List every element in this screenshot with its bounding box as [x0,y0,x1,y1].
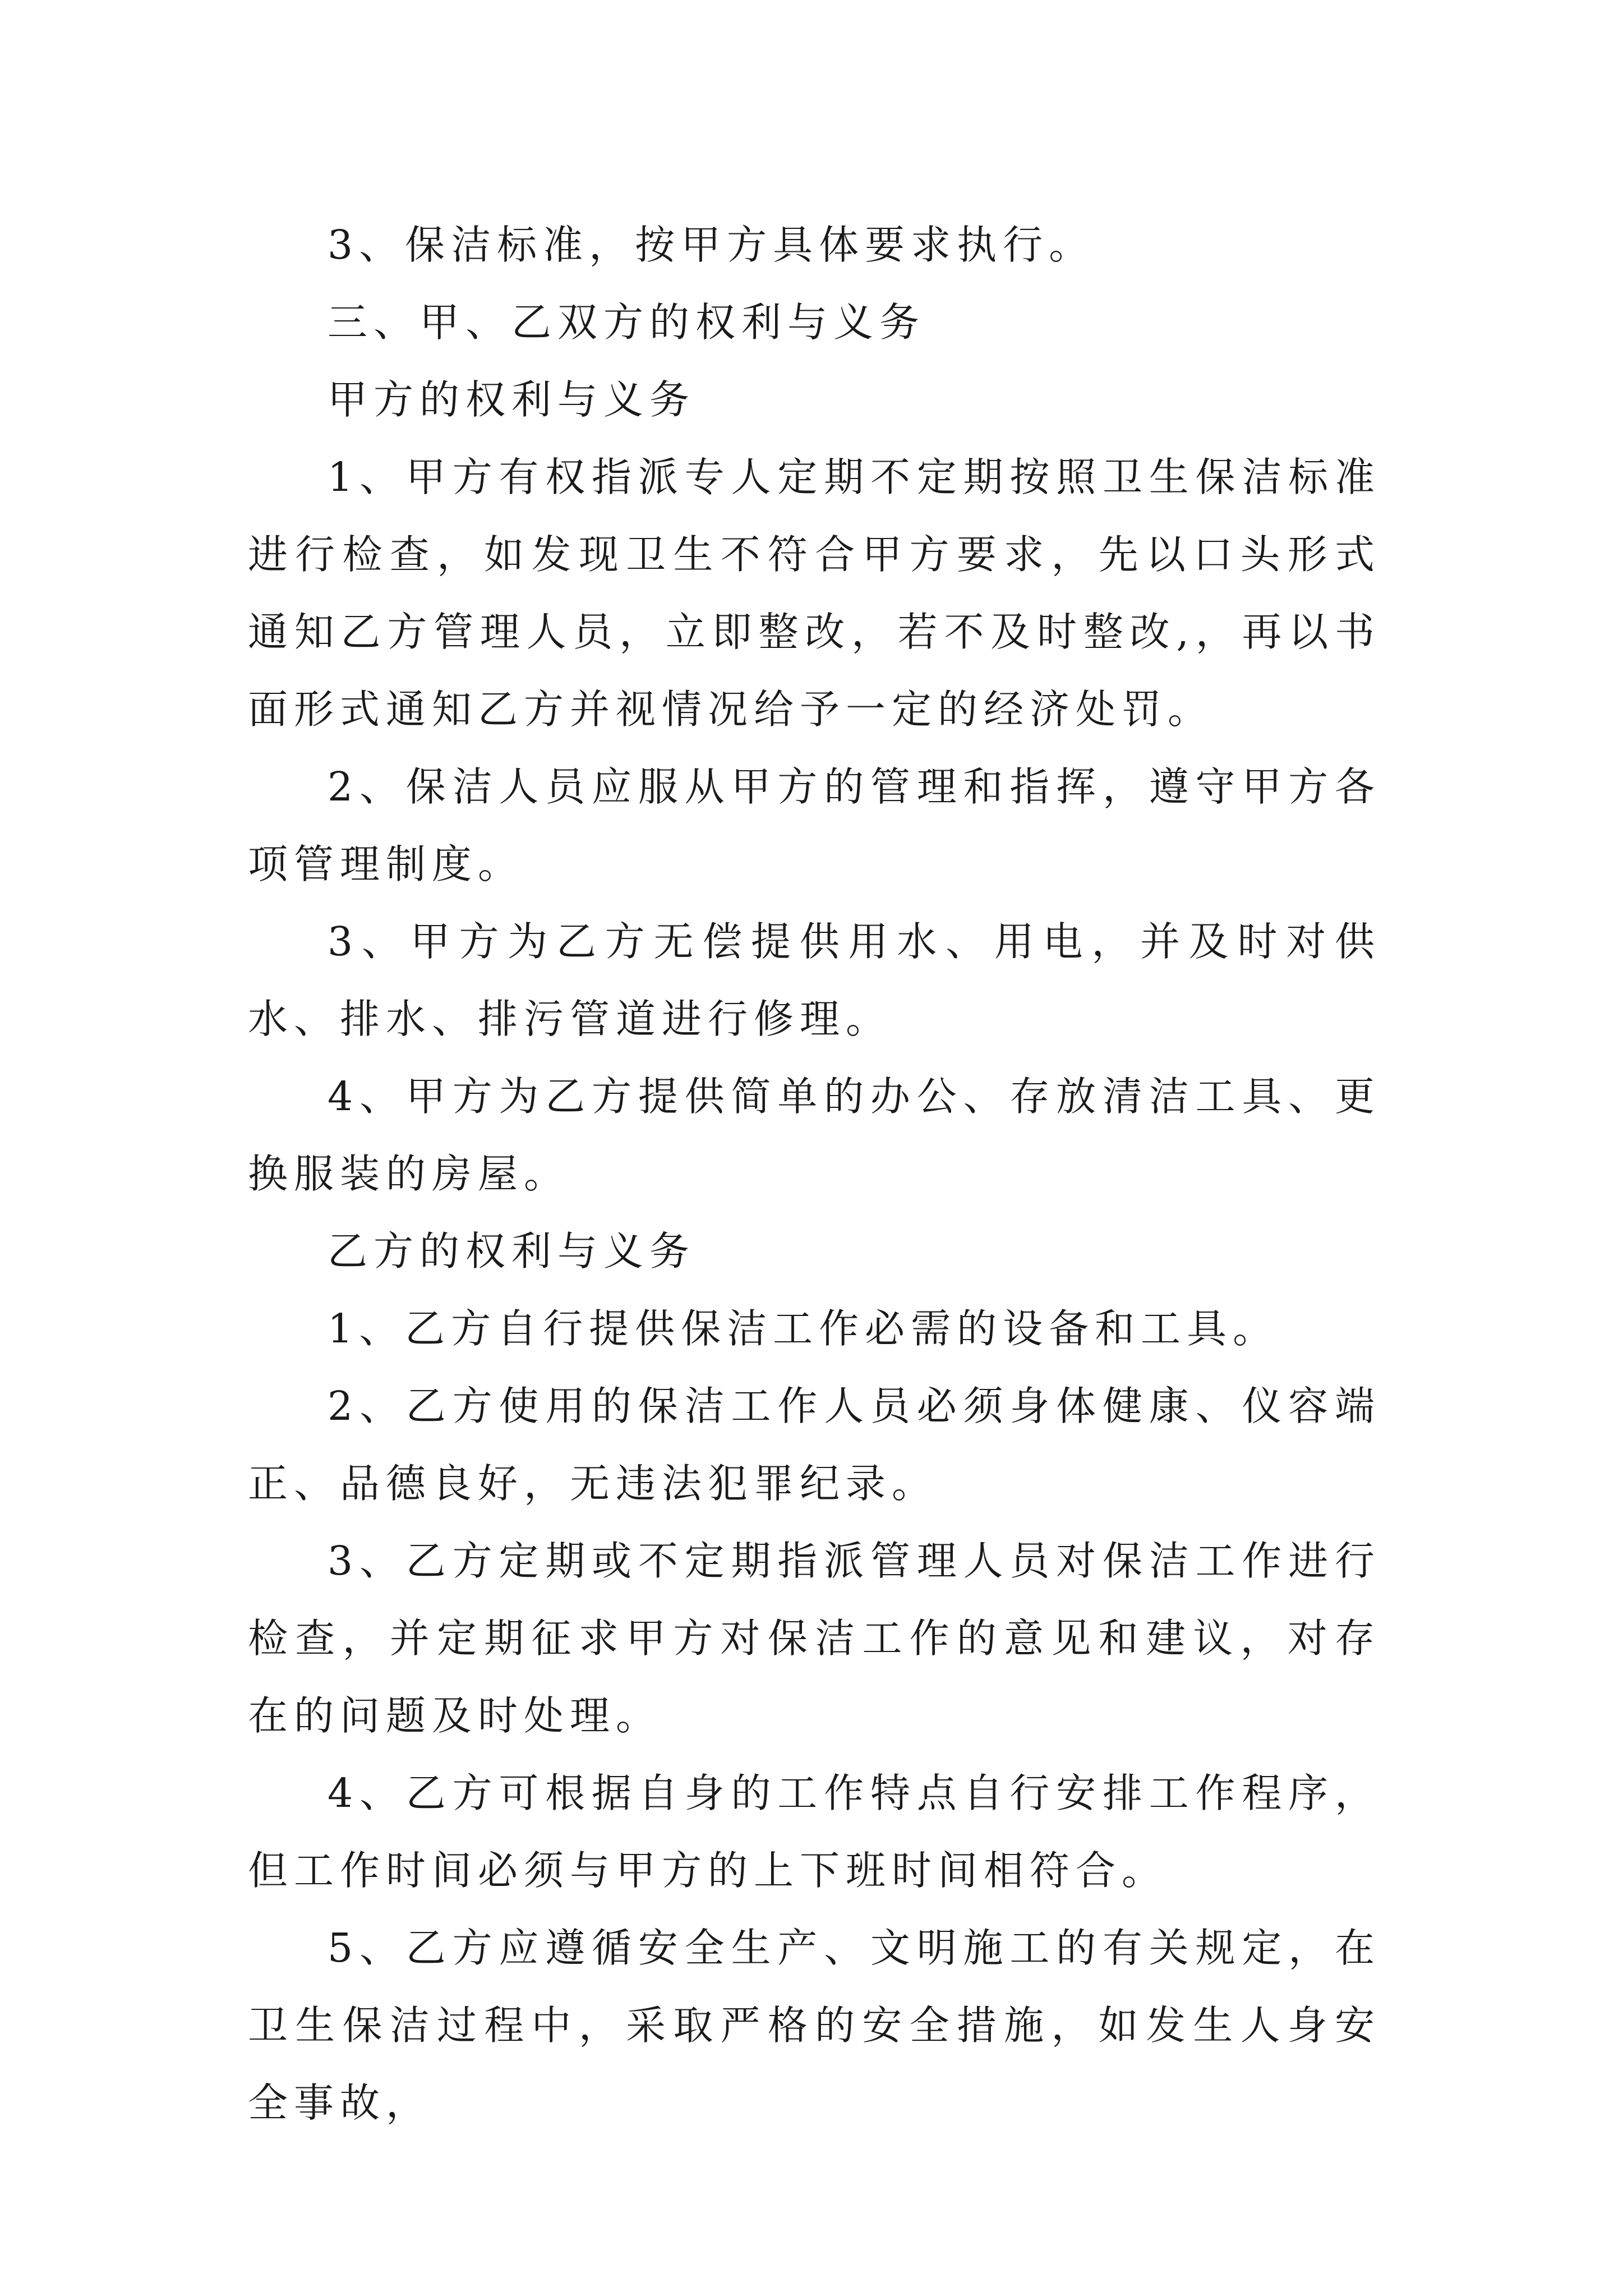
paragraph-party-b-item-4: 4、乙方可根据自身的工作特点自行安排工作程序，但工作时间必须与甲方的上下班时间相符合。 [248,1770,1381,1894]
paragraph-cleaning-standard: 3、保洁标准，按甲方具体要求执行。 [328,222,1095,268]
paragraph-party-b-item-1: 1、乙方自行提供保洁工作必需的设备和工具。 [328,1305,1279,1352]
paragraph-party-b-item-2: 2、乙方使用的保洁工作人员必须身体健康、仪容端正、品德良好，无违法犯罪纪录。 [248,1383,1381,1507]
paragraph-party-b-item-3: 3、乙方定期或不定期指派管理人员对保洁工作进行检查，并定期征求甲方对保洁工作的意见和建议，对存在的问题及时处理。 [248,1538,1381,1739]
paragraph-party-a-item-1: 1、甲方有权指派专人定期不定期按照卫生保洁标准进行检查，如发现卫生不符合甲方要求，先以口头形式通知乙方管理人员，立即整改，若不及时整改,，再以书面形式通知乙方并视情况给予一定的经济处罚。 [248,454,1381,733]
paragraph-party-a-item-2: 2、保洁人员应服从甲方的管理和指挥，遵守甲方各项管理制度。 [248,763,1381,887]
paragraph-party-a-item-4: 4、甲方为乙方提供简单的办公、存放清洁工具、更换服装的房屋。 [248,1073,1381,1197]
subheading-party-a: 甲方的权利与义务 [328,376,696,423]
section-heading-rights-obligations: 三、甲、乙双方的权利与义务 [328,299,926,346]
paragraph-party-b-item-5: 5、乙方应遵循安全生产、文明施工的有关规定，在卫生保洁过程中，采取严格的安全措施，如发生人身安全事故， [248,1925,1381,2126]
paragraph-party-a-item-3: 3、甲方为乙方无偿提供用水、用电，并及时对供水、排水、排污管道进行修理。 [248,918,1381,1042]
subheading-party-b: 乙方的权利与义务 [328,1228,696,1274]
document-body [248,206,1381,2142]
